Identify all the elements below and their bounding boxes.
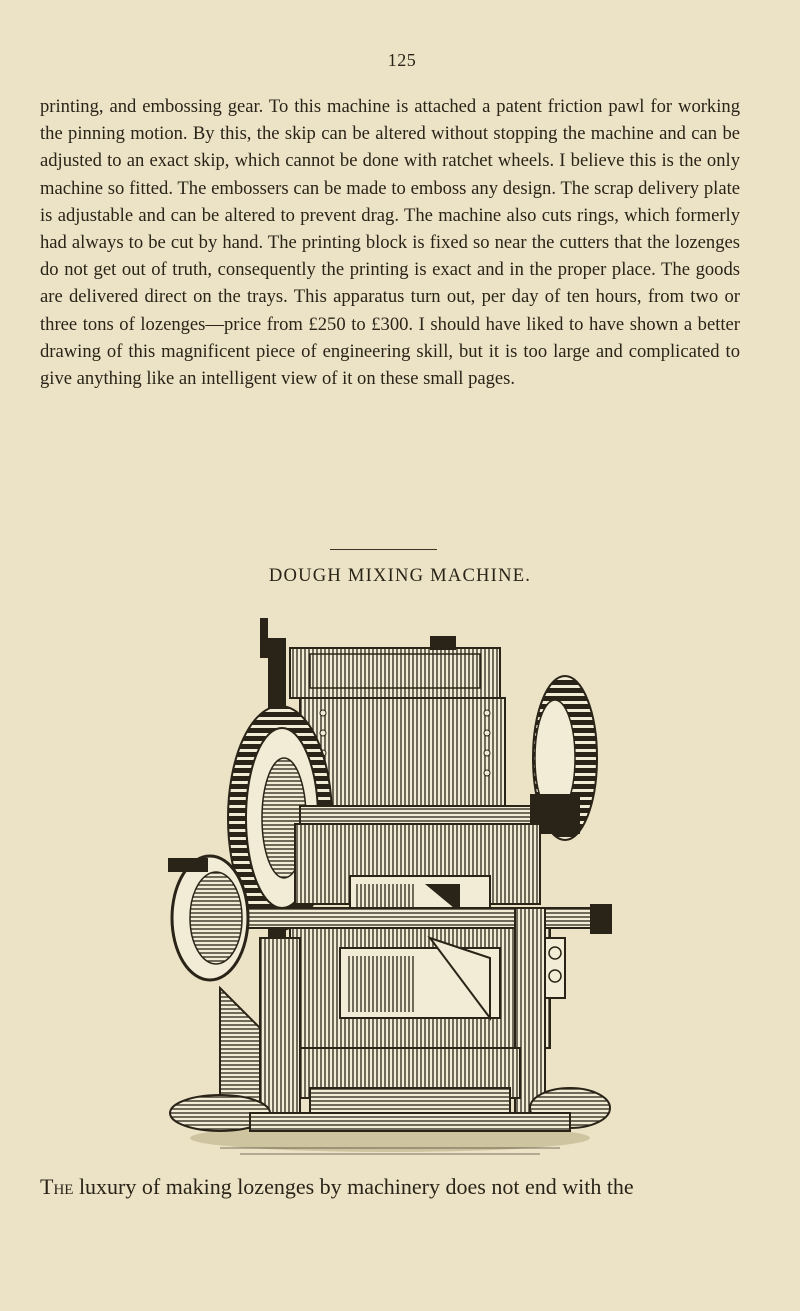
figure-caption: DOUGH MIXING MACHINE.	[268, 565, 532, 586]
body-text	[40, 93, 740, 392]
drop-word: The	[40, 1174, 74, 1199]
continued-text	[40, 1172, 760, 1202]
dough-mixing-machine-illustration	[160, 608, 620, 1164]
page-number: 125	[387, 50, 417, 70]
continued-line: luxury of making lozenges by machinery does not end with the	[73, 1174, 634, 1199]
section-divider	[330, 549, 437, 550]
paragraph: printing, and embossing gear. To this machine is attached a patent friction pawl for working the pinning motion. By this, the skip can be altered without stopping the machine and can be adjusted to an exact skip, which cannot be done with ratchet wheels. I believe this is the only machine so fitted. The embossers can be made to emboss any design. The scrap delivery plate is adjustable and can be altered to prevent drag. The machine also cuts rings, which formerly had always to be cut by hand. The printing block is fixed so near the cutters that the lozenges do not get out of truth, consequently the printing is exact and in the proper place. The goods are delivered direct on the trays. This apparatus turn out, per day of ten hours, from two or three tons of lozenges—price from £250 to £300. I should have liked to have shown a better drawing of this magnificent piece of engineering skill, but it is too large and complicated to give anything like an intelligent view of it on these small pages.	[40, 96, 740, 390]
machine-engraving	[160, 608, 620, 1164]
